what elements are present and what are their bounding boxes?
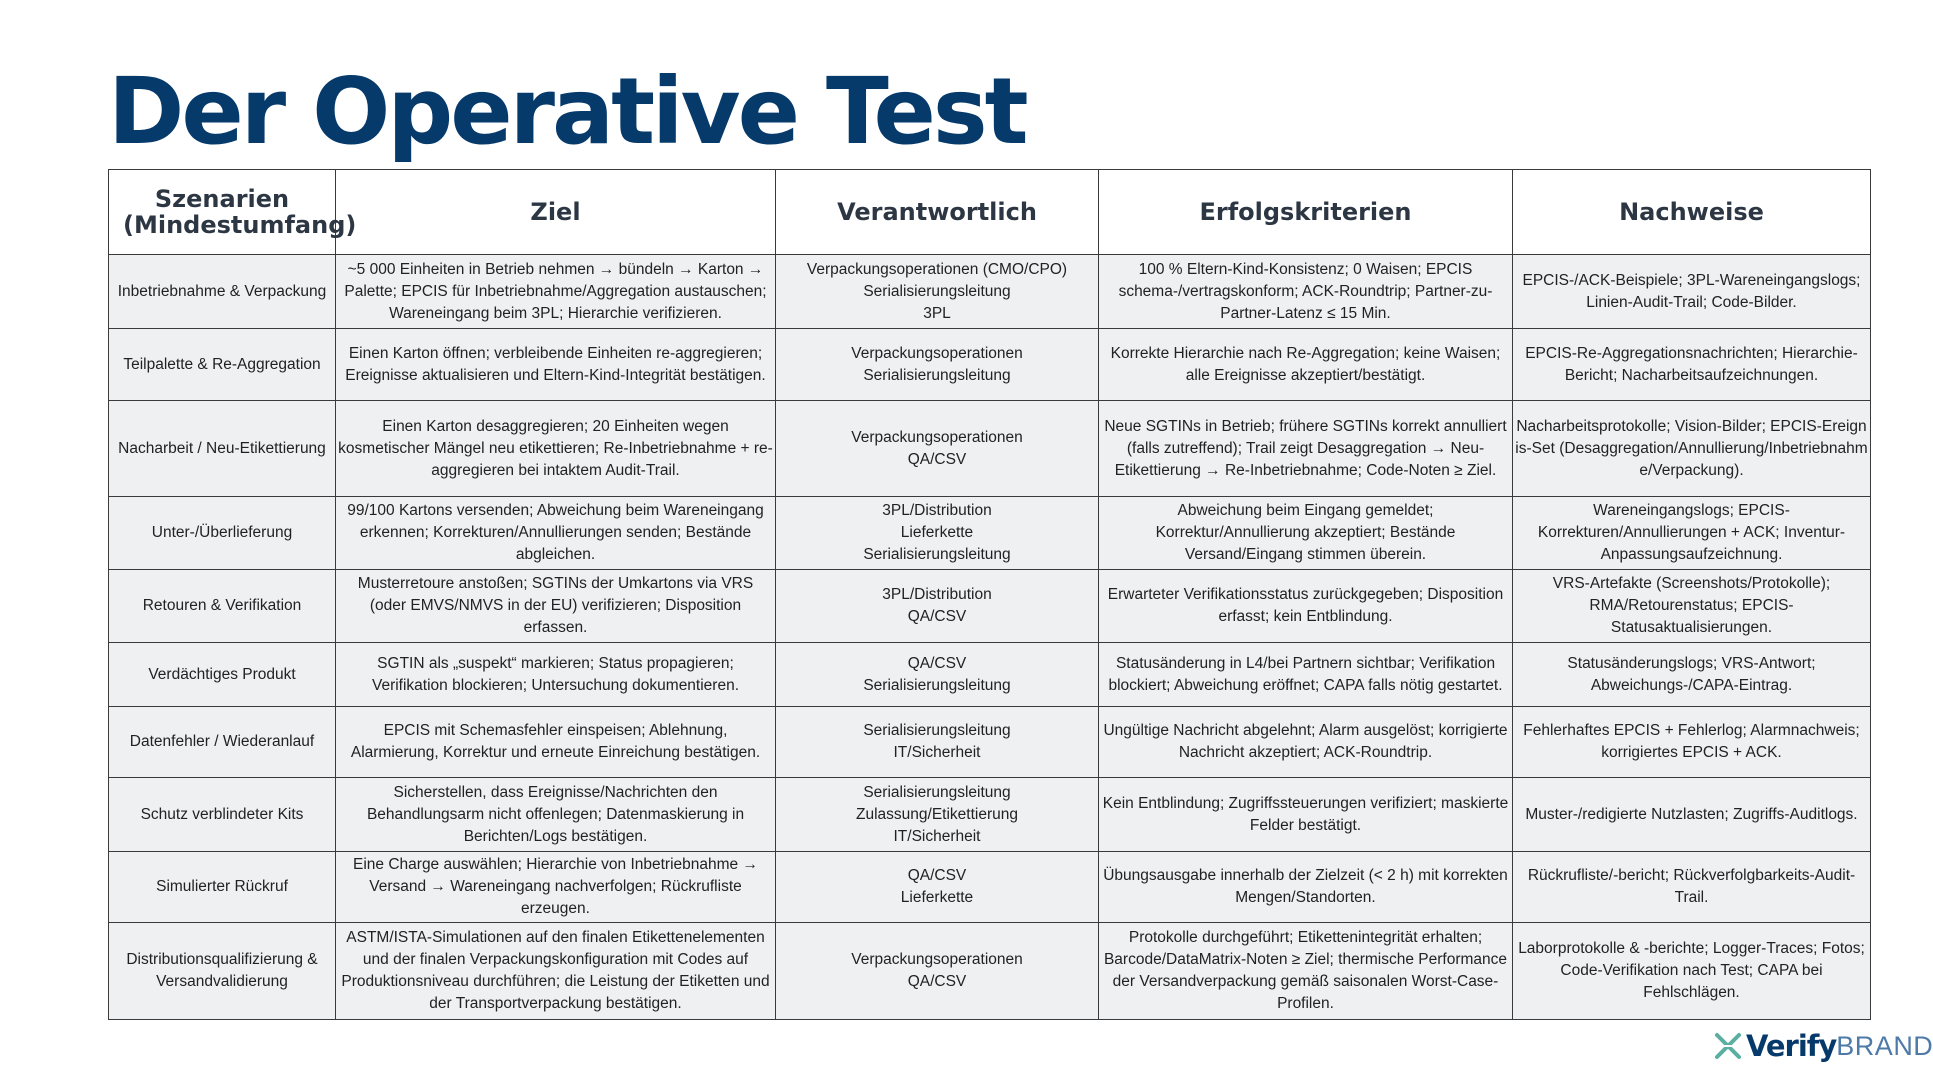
evidence-cell: Fehlerhaftes EPCIS + Fehlerlog; Alarmnachweis; korrigiertes EPCIS + ACK. [1513, 707, 1871, 778]
scenario-cell: Datenfehler / Wiederanlauf [109, 707, 336, 778]
table-row [109, 707, 1871, 778]
criteria-cell: Neue SGTINs in Betrieb; frühere SGTINs korrekt annulliert (falls zutreffend); Trail zeigt Desaggregation → Neu-Etikettierung → Re-Inbetriebnahme; Code-Noten ≥ Ziel. [1099, 401, 1513, 497]
verifybrand-logo [1713, 1028, 1933, 1064]
header-goal: Ziel [336, 170, 776, 255]
responsible-cell: Verpackungsoperationen Serialisierungsleitung [776, 329, 1099, 401]
scenario-cell: Inbetriebnahme & Verpackung [109, 255, 336, 329]
responsible-cell: Verpackungsoperationen QA/CSV [776, 401, 1099, 497]
goal-cell: SGTIN als „suspekt“ markieren; Status propagieren; Verifikation blockieren; Untersuchung dokumentieren. [336, 643, 776, 707]
slide-title: Der Operative Test [108, 58, 1026, 165]
goal-cell: Musterretoure anstoßen; SGTINs der Umkartons via VRS (oder EMVS/NMVS in der EU) verifizieren; Disposition erfassen. [336, 570, 776, 643]
table-row [109, 852, 1871, 923]
header-scenarios: Szenarien (Mindestumfang) [109, 170, 336, 255]
goal-cell: ~5 000 Einheiten in Betrieb nehmen → bündeln → Karton → Palette; EPCIS für Inbetriebnahme/Aggregation austauschen; Wareneingang beim 3PL; Hierarchie verifizieren. [336, 255, 776, 329]
table-row [109, 923, 1871, 1020]
goal-cell: Einen Karton öffnen; verbleibende Einheiten re-aggregieren; Ereignisse aktualisieren und Eltern-Kind-Integrität bestätigen. [336, 329, 776, 401]
responsible-cell: QA/CSV Serialisierungsleitung [776, 643, 1099, 707]
logo-brand-text: BRAND [1836, 1030, 1933, 1061]
evidence-cell: Statusänderungslogs; VRS-Antwort; Abweichungs-/CAPA-Eintrag. [1513, 643, 1871, 707]
table-row [109, 401, 1871, 497]
table-row [109, 570, 1871, 643]
table-row [109, 497, 1871, 570]
scenario-cell: Nacharbeit / Neu-Etikettierung [109, 401, 336, 497]
criteria-cell: Kein Entblindung; Zugriffssteuerungen verifiziert; maskierte Felder bestätigt. [1099, 778, 1513, 852]
scenario-table [108, 169, 1871, 1020]
scenario-cell: Simulierter Rückruf [109, 852, 336, 923]
logo-verify-text: Verify [1746, 1029, 1837, 1063]
criteria-cell: Korrekte Hierarchie nach Re-Aggregation; keine Waisen; alle Ereignisse akzeptiert/bestätigt. [1099, 329, 1513, 401]
scenario-cell: Retouren & Verifikation [109, 570, 336, 643]
header-evidence: Nachweise [1513, 170, 1871, 255]
header-success-criteria: Erfolgskriterien [1099, 170, 1513, 255]
evidence-cell: Rückrufliste/-bericht; Rückverfolgbarkeits-Audit-Trail. [1513, 852, 1871, 923]
responsible-cell: Serialisierungsleitung Zulassung/Etikettierung IT/Sicherheit [776, 778, 1099, 852]
responsible-cell: 3PL/Distribution QA/CSV [776, 570, 1099, 643]
responsible-cell: QA/CSV Lieferkette [776, 852, 1099, 923]
table-row [109, 643, 1871, 707]
evidence-cell: EPCIS-/ACK-Beispiele; 3PL-Wareneingangslogs; Linien-Audit-Trail; Code-Bilder. [1513, 255, 1871, 329]
evidence-cell: EPCIS-Re-Aggregationsnachrichten; Hierarchie-Bericht; Nacharbeitsaufzeichnungen. [1513, 329, 1871, 401]
evidence-cell: Muster-/redigierte Nutzlasten; Zugriffs-Auditlogs. [1513, 778, 1871, 852]
goal-cell: ASTM/ISTA-Simulationen auf den finalen Etikettenelementen und der finalen Verpackungskonfiguration mit Codes auf Produktionsniveau durchführen; die Leistung der Etiketten und der Transportverpackung bestätigen. [336, 923, 776, 1020]
responsible-cell: Verpackungsoperationen QA/CSV [776, 923, 1099, 1020]
scenario-cell: Unter-/Überlieferung [109, 497, 336, 570]
table-row [109, 255, 1871, 329]
table-row [109, 329, 1871, 401]
responsible-cell: Verpackungsoperationen (CMO/CPO) Serialisierungsleitung 3PL [776, 255, 1099, 329]
logo-mark-icon [1713, 1031, 1743, 1061]
responsible-cell: Serialisierungsleitung IT/Sicherheit [776, 707, 1099, 778]
criteria-cell: Abweichung beim Eingang gemeldet; Korrektur/Annullierung akzeptiert; Bestände Versand/Eingang stimmen überein. [1099, 497, 1513, 570]
goal-cell: Eine Charge auswählen; Hierarchie von Inbetriebnahme → Versand → Wareneingang nachverfolgen; Rückrufliste erzeugen. [336, 852, 776, 923]
evidence-cell: VRS-Artefakte (Screenshots/Protokolle); RMA/Retourenstatus; EPCIS-Statusaktualisierungen. [1513, 570, 1871, 643]
evidence-cell: Wareneingangslogs; EPCIS-Korrekturen/Annullierungen + ACK; Inventur-Anpassungsaufzeichnung. [1513, 497, 1871, 570]
scenario-cell: Verdächtiges Produkt [109, 643, 336, 707]
goal-cell: 99/100 Kartons versenden; Abweichung beim Wareneingang erkennen; Korrekturen/Annullierungen senden; Bestände abgleichen. [336, 497, 776, 570]
table-row [109, 778, 1871, 852]
header-responsible: Verantwortlich [776, 170, 1099, 255]
criteria-cell: Protokolle durchgeführt; Etikettenintegrität erhalten; Barcode/DataMatrix-Noten ≥ Ziel; thermische Performance der Versandverpackung gemäß saisonalen Worst-Case-Profilen. [1099, 923, 1513, 1020]
goal-cell: Einen Karton desaggregieren; 20 Einheiten wegen kosmetischer Mängel neu etikettieren; Re-Inbetriebnahme + re-aggregieren bei intaktem Audit-Trail. [336, 401, 776, 497]
responsible-cell: 3PL/Distribution Lieferkette Serialisierungsleitung [776, 497, 1099, 570]
criteria-cell: Ungültige Nachricht abgelehnt; Alarm ausgelöst; korrigierte Nachricht akzeptiert; ACK-Roundtrip. [1099, 707, 1513, 778]
criteria-cell: Erwarteter Verifikationsstatus zurückgegeben; Disposition erfasst; kein Entblindung. [1099, 570, 1513, 643]
criteria-cell: 100 % Eltern-Kind-Konsistenz; 0 Waisen; EPCIS schema-/vertragskonform; ACK-Roundtrip; Partner-zu-Partner-Latenz ≤ 15 Min. [1099, 255, 1513, 329]
criteria-cell: Statusänderung in L4/bei Partnern sichtbar; Verifikation blockiert; Abweichung eröffnet; CAPA falls nötig gestartet. [1099, 643, 1513, 707]
goal-cell: EPCIS mit Schemasfehler einspeisen; Ablehnung, Alarmierung, Korrektur und erneute Einreichung bestätigen. [336, 707, 776, 778]
table-header-row [109, 170, 1871, 255]
evidence-cell: Nacharbeitsprotokolle; Vision-Bilder; EPCIS-Ereignis-Set (Desaggregation/Annullierung/Inbetriebnahme/Verpackung). [1513, 401, 1871, 497]
scenario-cell: Schutz verblindeter Kits [109, 778, 336, 852]
goal-cell: Sicherstellen, dass Ereignisse/Nachrichten den Behandlungsarm nicht offenlegen; Datenmaskierung in Berichten/Logs bestätigen. [336, 778, 776, 852]
evidence-cell: Laborprotokolle & -berichte; Logger-Traces; Fotos; Code-Verifikation nach Test; CAPA bei Fehlschlägen. [1513, 923, 1871, 1020]
criteria-cell: Übungsausgabe innerhalb der Zielzeit (< 2 h) mit korrekten Mengen/Standorten. [1099, 852, 1513, 923]
scenario-cell: Teilpalette & Re-Aggregation [109, 329, 336, 401]
scenario-cell: Distributionsqualifizierung & Versandvalidierung [109, 923, 336, 1020]
